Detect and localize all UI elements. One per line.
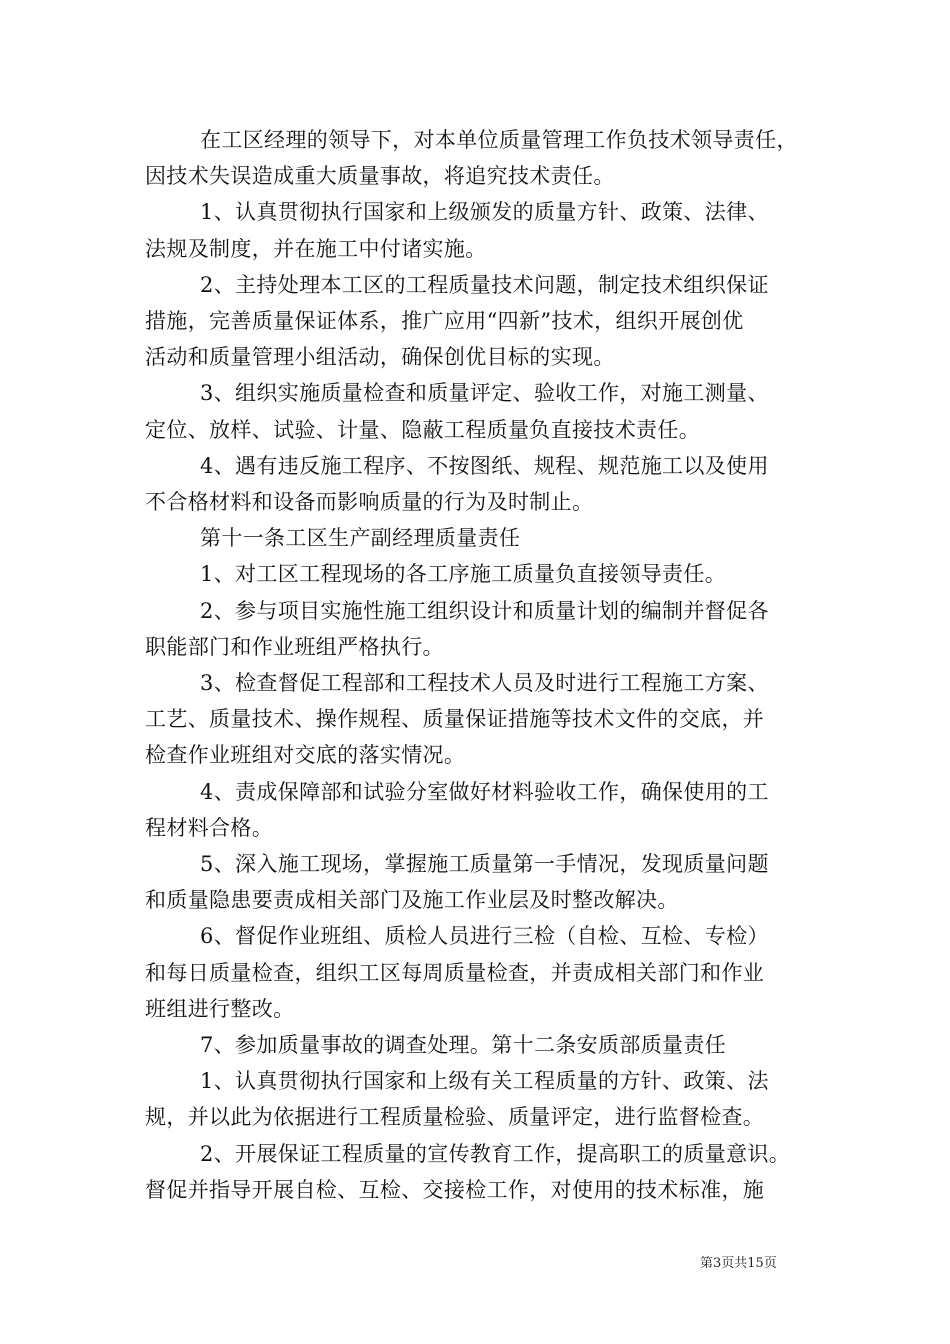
text-line: 法规及制度，并在施工中付诸实施。 (145, 236, 487, 261)
text-line: 4、遇有违反施工程序、不按图纸、规程、规范施工以及使用 (200, 453, 769, 478)
text-line: 活动和质量管理小组活动，确保创优目标的实现。 (145, 345, 615, 370)
text-line: 第十一条工区生产副经理质量责任 (200, 526, 521, 551)
text-line: 定位、放样、试验、计量、隐蔽工程质量负直接技术责任。 (145, 417, 701, 442)
text-line: 2、主持处理本工区的工程质量技术问题，制定技术组织保证 (200, 272, 769, 297)
text-line: 工艺、质量技术、操作规程、质量保证措施等技术文件的交底，并 (145, 707, 765, 732)
text-line: 和每日质量检查，组织工区每周质量检查，并责成相关部门和作业 (145, 960, 765, 985)
text-line: 在工区经理的领导下，对本单位质量管理工作负技术领导责任， (200, 128, 798, 152)
text-line: 3、组织实施质量检查和质量评定、验收工作，对施工测量、 (200, 381, 769, 406)
text-line: 2、开展保证工程质量的宣传教育工作，提高职工的质量意识。 (200, 1141, 791, 1166)
text-line: 督促并指导开展自检、互检、交接检工作，对使用的技术标准，施 (145, 1177, 765, 1202)
text-line: 职能部门和作业班组严格执行。 (145, 634, 444, 659)
text-line: 不合格材料和设备而影响质量的行为及时制止。 (145, 490, 594, 514)
text-line: 规，并以此为依据进行工程质量检验、质量评定，进行监督检查。 (145, 1105, 765, 1130)
text-line: 措施，完善质量保证体系，推广应用“四新”技术，组织开展创优 (145, 309, 744, 333)
text-line: 6、督促作业班组、质检人员进行三检（自检、互检、专检） (200, 924, 769, 949)
text-line: 因技术失误造成重大质量事故，将追究技术责任。 (145, 164, 615, 189)
text-line: 1、对工区工程现场的各工序施工质量负直接领导责任。 (200, 562, 727, 587)
page-number: 第3页共15页 (700, 1256, 777, 1271)
text-line: 班组进行整改。 (145, 996, 295, 1021)
text-line: 1、认真贯彻执行国家和上级有关工程质量的方针、政策、法 (200, 1069, 769, 1094)
text-line: 3、检查督促工程部和工程技术人员及时进行工程施工方案、 (200, 671, 769, 695)
text-line: 4、责成保障部和试验分室做好材料验收工作，确保使用的工 (200, 779, 769, 804)
text-line: 程材料合格。 (145, 815, 274, 840)
text-line: 和质量隐患要责成相关部门及施工作业层及时整改解决。 (145, 888, 679, 913)
text-line: 检查作业班组对交底的落实情况。 (145, 743, 466, 768)
text-line: 1、认真贯彻执行国家和上级颁发的质量方针、政策、法律、 (200, 200, 769, 225)
text-line: 5、深入施工现场，掌握施工质量第一手情况，发现质量问题 (200, 852, 769, 876)
text-line: 7、参加质量事故的调查处理。第十二条安质部质量责任 (200, 1033, 727, 1057)
text-line: 2、参与项目实施性施工组织设计和质量计划的编制并督促各 (200, 598, 769, 623)
